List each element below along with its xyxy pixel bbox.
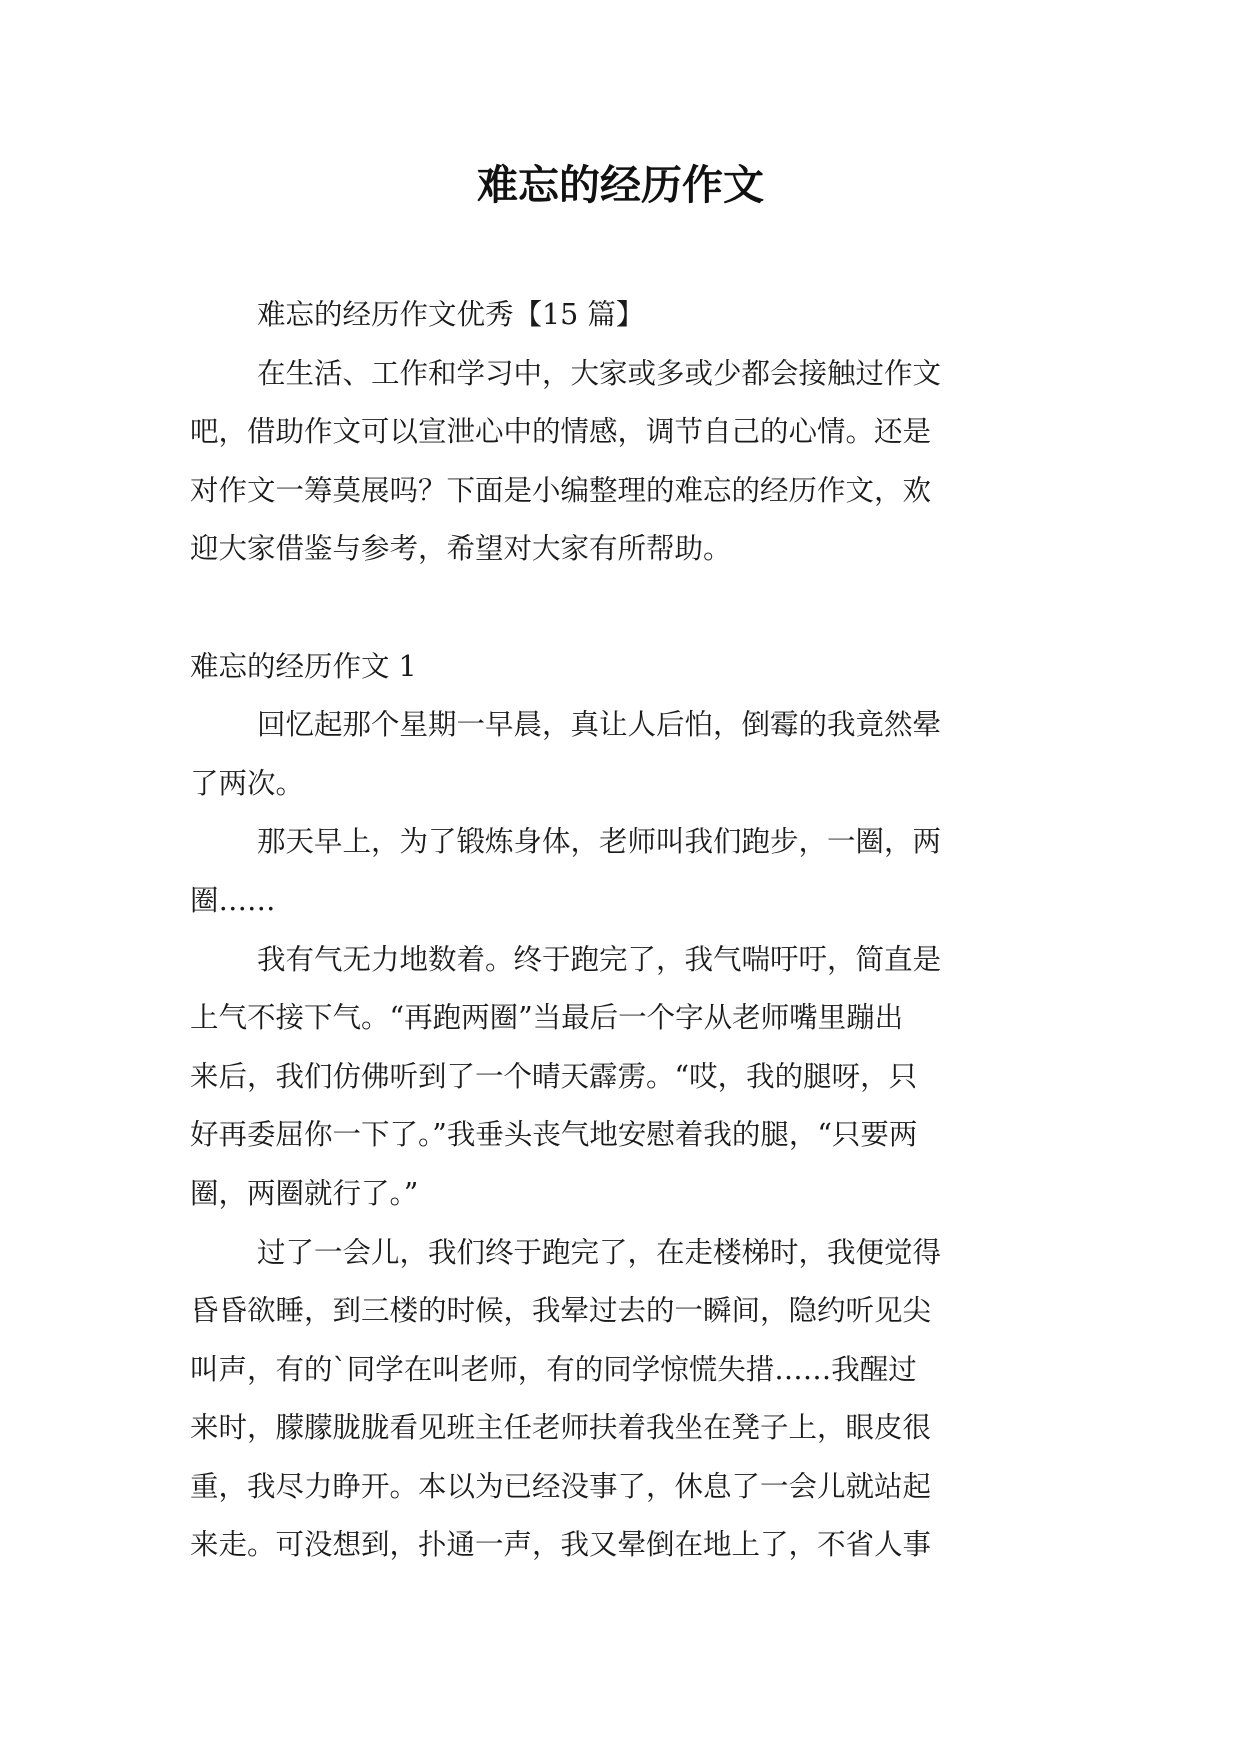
intro-line: 吧，借助作文可以宣泄心中的情感，调节自己的心情。还是 [190, 415, 932, 449]
document-body [190, 286, 1070, 1575]
paragraph-line: 了两次。 [190, 766, 305, 800]
paragraph-line: 上气不接下气。“再跑两圈”当最后一个字从老师嘴里蹦出 [190, 1001, 904, 1035]
paragraph-line: 重，我尽力睁开。本以为已经没事了，休息了一会儿就站起 [190, 1469, 932, 1503]
paragraph-line: 圈…… [190, 883, 276, 917]
paragraph-line: 圈，两圈就行了。” [190, 1176, 419, 1210]
blank-line [190, 579, 1070, 638]
paragraph-line: 过了一会儿，我们终于跑完了，在走楼梯时，我便觉得 [257, 1235, 942, 1269]
document-title: 难忘的经历作文 [477, 161, 764, 209]
paragraph-line: 我有气无力地数着。终于跑完了，我气喘吁吁，简直是 [257, 942, 942, 976]
intro-line: 在生活、工作和学习中，大家或多或少都会接触过作文 [257, 356, 942, 390]
document-subtitle: 难忘的经历作文优秀【15 篇】 [257, 298, 645, 331]
intro-line: 迎大家借鉴与参考，希望对大家有所帮助。 [190, 532, 732, 566]
section-heading: 难忘的经历作文 1 [190, 649, 417, 683]
paragraph-line: 来时，朦朦胧胧看见班主任老师扶着我坐在凳子上，眼皮很 [190, 1411, 932, 1445]
paragraph-line: 来走。可没想到，扑通一声，我又晕倒在地上了，不省人事 [190, 1528, 932, 1562]
paragraph-line: 好再委屈你一下了。”我垂头丧气地安慰着我的腿，“只要两 [190, 1118, 918, 1152]
paragraph-line: 回忆起那个星期一早晨，真让人后怕，倒霉的我竟然晕 [257, 708, 942, 742]
paragraph-line: 来后，我们仿佛听到了一个晴天霹雳。“哎，我的腿呀，只 [190, 1059, 918, 1093]
paragraph-line: 昏昏欲睡，到三楼的时候，我晕过去的一瞬间，隐约听见尖 [190, 1294, 932, 1328]
intro-line: 对作文一筹莫展吗？下面是小编整理的难忘的经历作文，欢 [190, 473, 932, 507]
paragraph-line: 叫声，有的`同学在叫老师，有的同学惊慌失措……我醒过 [190, 1352, 917, 1386]
paragraph-line: 那天早上，为了锻炼身体，老师叫我们跑步，一圈，两 [257, 825, 942, 859]
